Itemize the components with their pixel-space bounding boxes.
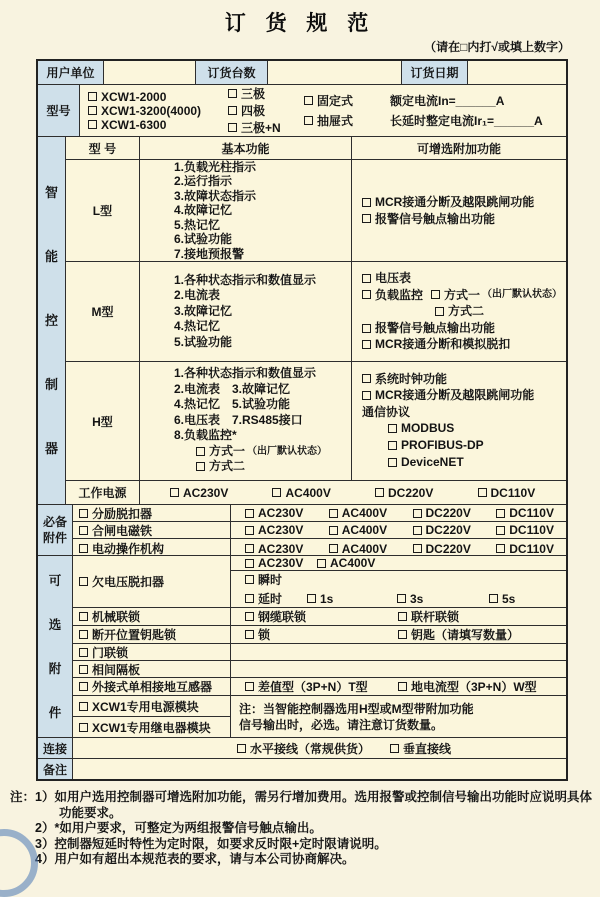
option-motor-dc220v[interactable]: DC220V — [399, 542, 483, 556]
row-earth-ct — [73, 678, 566, 696]
controller-row-H — [66, 362, 566, 481]
option-shunt-dc110v[interactable]: DC110V — [482, 506, 566, 520]
checkbox-icon[interactable] — [79, 702, 88, 711]
L-basic-functions: 1.负载光柱指示 2.运行指示 3.故障状态指示 4.故障记忆 5.热记忆 6.试验功能 7.接地预报警 — [140, 160, 352, 261]
footnote-4: 4）用户如有超出本规范表的要求，请与本公司协商解决。 — [35, 852, 355, 866]
checkbox-icon[interactable] — [245, 612, 254, 621]
mounting-options — [296, 85, 382, 136]
checkbox-icon[interactable] — [329, 526, 338, 535]
door-interlock-empty-cell — [231, 644, 566, 660]
option-uv-delay-3s[interactable]: 3s — [397, 592, 489, 606]
frame-size-options — [80, 85, 220, 136]
controller-table — [66, 137, 566, 504]
checkbox-icon[interactable] — [388, 441, 397, 450]
option-3pole-n[interactable]: 三极+N — [228, 119, 296, 136]
option-power-module[interactable]: XCW1专用电源模块 — [79, 698, 199, 715]
H-extra-functions — [352, 362, 566, 480]
option-ct-earth-current-w[interactable]: 地电流型（3P+N）W型 — [398, 678, 537, 695]
power-supply-options — [140, 481, 566, 504]
checkbox-icon[interactable] — [79, 630, 88, 639]
row-shunt-release — [73, 505, 566, 522]
option-M-voltmeter[interactable]: 电压表 — [362, 270, 411, 286]
remark-label: 备注 — [38, 759, 73, 779]
row-closing-coil — [73, 522, 566, 539]
option-coil-dc220v[interactable]: DC220V — [399, 523, 483, 537]
option-undervoltage-release[interactable]: 欠电压脱扣器 — [79, 573, 164, 590]
option-power-dc110v[interactable]: DC110V — [464, 486, 567, 500]
checkbox-icon[interactable] — [88, 106, 97, 115]
option-open-position-keylock[interactable]: 断开位置钥匙锁 — [79, 626, 176, 643]
row-door-interlock — [73, 644, 566, 661]
checkbox-icon[interactable] — [435, 307, 444, 316]
controller-row-M — [66, 262, 566, 362]
checkbox-icon[interactable] — [170, 488, 179, 497]
module-note: 注：当智能控制器选用H型或M型带附加功能 信号输出时，必选。请注意订货数量。 — [239, 701, 474, 732]
checkbox-icon[interactable] — [79, 509, 88, 518]
option-ct-differential-t[interactable]: 差值型（3P+N）T型 — [245, 678, 398, 695]
checkbox-icon[interactable] — [388, 424, 397, 433]
order-qty-label: 订货台数 — [196, 61, 268, 84]
option-uv-delay[interactable]: 延时 — [245, 590, 307, 607]
checkbox-icon[interactable] — [79, 544, 88, 553]
checkbox-icon[interactable] — [196, 462, 205, 471]
model-options — [80, 85, 566, 136]
option-motor-ac400v[interactable]: AC400V — [315, 542, 399, 556]
checkbox-icon[interactable] — [362, 214, 371, 223]
mode1-default-note: （出厂默认状态） — [482, 288, 562, 300]
remark-row — [38, 759, 566, 779]
option-external-earth-ct[interactable]: 外接式单相接地互感器 — [79, 678, 212, 695]
option-coil-ac230v[interactable]: AC230V — [231, 523, 315, 537]
row-phase-barrier — [73, 661, 566, 678]
option-H-mcr-trip[interactable]: MCR接通分断及越限跳闸功能 — [362, 387, 534, 403]
option-uv-delay-5s[interactable]: 5s — [489, 592, 515, 606]
order-date-label: 订货日期 — [402, 61, 468, 84]
controller-header-row — [66, 137, 566, 160]
row-undervoltage-release — [73, 556, 566, 608]
required-accessories-section — [38, 505, 566, 556]
long-delay-current-field[interactable]: 长延时整定电流Ir₁=______A — [390, 114, 543, 128]
checkbox-icon[interactable] — [307, 594, 316, 603]
option-mechanical-interlock[interactable]: 机械联锁 — [79, 608, 140, 625]
checkbox-icon[interactable] — [398, 630, 407, 639]
checkbox-icon[interactable] — [496, 509, 505, 518]
order-form-page — [0, 7, 600, 866]
checkbox-icon[interactable] — [397, 594, 406, 603]
checkbox-icon[interactable] — [228, 123, 237, 132]
checkbox-icon[interactable] — [390, 744, 399, 753]
option-shunt-release[interactable]: 分励脱扣器 — [79, 505, 152, 522]
checkbox-icon[interactable] — [329, 544, 338, 553]
model-row — [38, 85, 566, 137]
phase-barrier-empty-cell — [231, 661, 566, 677]
option-xcw1-6300[interactable]: XCW1-6300 — [88, 118, 220, 132]
option-L-alarm-output[interactable]: 报警信号触点输出功能 — [362, 211, 495, 227]
option-closing-coil[interactable]: 合闸电磁铁 — [79, 522, 152, 539]
option-shunt-ac230v[interactable]: AC230V — [231, 506, 315, 520]
checkbox-icon[interactable] — [362, 274, 371, 283]
page-title: 订 货 规 范 — [224, 12, 376, 35]
info-row — [38, 61, 566, 85]
checkbox-icon[interactable] — [413, 526, 422, 535]
option-relay-module[interactable]: XCW1专用继电器模块 — [79, 719, 211, 736]
checkbox-icon[interactable] — [245, 526, 254, 535]
option-devicenet[interactable]: DeviceNET — [388, 454, 464, 470]
checkbox-icon[interactable] — [237, 744, 246, 753]
M-extra-functions — [352, 262, 566, 361]
option-L-mcr-trip[interactable]: MCR接通分断及越限跳闸功能 — [362, 194, 534, 210]
option-M-load-monitor[interactable]: 负载监控 — [362, 287, 423, 303]
footnote-2: 2）*如用户要求，可整定为两组报警信号触点输出。 — [35, 821, 322, 835]
checkbox-icon[interactable] — [79, 577, 88, 586]
checkbox-icon[interactable] — [496, 544, 505, 553]
option-3pole[interactable]: 三极 — [228, 85, 296, 102]
col-header-model: 型 号 — [66, 137, 140, 159]
option-lock[interactable]: 锁 — [245, 626, 398, 643]
comm-protocol-title: 通信协议 — [361, 404, 410, 419]
option-motor-ac230v[interactable]: AC230V — [231, 542, 315, 556]
order-date-input[interactable] — [468, 61, 566, 84]
checkbox-icon[interactable] — [245, 509, 254, 518]
checkbox-icon[interactable] — [375, 488, 384, 497]
option-xcw1-3200[interactable]: XCW1-3200(4000) — [88, 104, 220, 118]
col-header-extra: 可增选附加功能 — [416, 141, 501, 156]
option-vertical-connection[interactable]: 垂直接线 — [390, 740, 451, 757]
checkbox-icon[interactable] — [79, 682, 88, 691]
option-M-mcr[interactable]: MCR接通分断和模拟脱扣 — [362, 336, 510, 352]
option-key-qty[interactable]: 钥匙（请填写数量） — [398, 626, 519, 643]
model-M-label: M型 — [66, 262, 140, 361]
option-M-mode1[interactable]: 方式一 — [431, 287, 480, 303]
model-H-label: H型 — [66, 362, 140, 480]
checkbox-icon[interactable] — [413, 509, 422, 518]
checkbox-icon[interactable] — [304, 116, 313, 125]
checkbox-icon[interactable] — [362, 374, 371, 383]
option-fixed[interactable]: 固定式 — [304, 92, 382, 109]
option-modbus[interactable]: MODBUS — [388, 420, 454, 436]
checkbox-icon[interactable] — [245, 544, 254, 553]
checkbox-icon[interactable] — [79, 612, 88, 621]
footnotes — [10, 790, 592, 868]
current-fields — [382, 85, 566, 136]
option-horizontal-connection[interactable]: 水平接线（常规供货） — [237, 740, 390, 757]
M-basic-functions: 1.各种状态指示和数值显示 2.电流表 3.故障记忆 4.热记忆 5.试验功能 — [140, 262, 352, 361]
controller-row-L — [66, 160, 566, 262]
connection-row — [38, 738, 566, 759]
option-H-mode2[interactable]: 方式二 — [196, 459, 245, 474]
checkbox-icon[interactable] — [228, 89, 237, 98]
checkbox-icon[interactable] — [79, 526, 88, 535]
option-motor-operator[interactable]: 电动操作机构 — [79, 540, 164, 557]
checkbox-icon[interactable] — [245, 575, 254, 584]
row-key-lock — [73, 626, 566, 644]
checkbox-icon[interactable] — [317, 559, 326, 568]
checkbox-icon[interactable] — [362, 290, 371, 299]
footnote-1: 1）如用户选用控制器可增选附加功能，需另行增加费用。选用报警或控制信号输出功能时应说明具体功能要求。 — [35, 790, 592, 820]
mode1-default-note: （出厂默认状态） — [246, 445, 327, 457]
option-profibus-dp[interactable]: PROFIBUS-DP — [388, 437, 484, 453]
checkbox-icon[interactable] — [431, 290, 440, 299]
option-door-interlock[interactable]: 门联锁 — [79, 644, 128, 661]
subtitle-note: （请在□内打√或填上数字） — [424, 40, 570, 54]
checkbox-icon[interactable] — [245, 630, 254, 639]
power-supply-label: 工作电源 — [66, 481, 140, 504]
controller-section — [38, 137, 566, 505]
option-uv-instant[interactable]: 瞬时 — [245, 571, 282, 588]
checkbox-icon[interactable] — [496, 526, 505, 535]
option-H-mode1[interactable]: 方式一 — [196, 444, 245, 459]
checkbox-icon[interactable] — [79, 723, 88, 732]
option-shunt-ac400v[interactable]: AC400V — [315, 506, 399, 520]
optional-accessories-section — [38, 556, 566, 738]
checkbox-icon[interactable] — [79, 665, 88, 674]
checkbox-icon[interactable] — [388, 458, 397, 467]
checkbox-icon[interactable] — [398, 612, 407, 621]
checkbox-icon[interactable] — [245, 682, 254, 691]
optional-side-label: 可选附件 — [38, 556, 73, 737]
option-M-mode2[interactable]: 方式二 — [435, 303, 484, 319]
option-H-clock[interactable]: 系统时钟功能 — [362, 371, 447, 387]
option-power-ac400v[interactable]: AC400V — [258, 486, 361, 500]
checkbox-icon[interactable] — [304, 96, 313, 105]
option-coil-ac400v[interactable]: AC400V — [315, 523, 399, 537]
model-section-label: 型号 — [38, 85, 80, 136]
row-modules — [73, 696, 566, 737]
checkbox-icon[interactable] — [398, 682, 407, 691]
checkbox-icon[interactable] — [79, 648, 88, 657]
remark-input[interactable] — [73, 759, 566, 779]
order-table — [36, 59, 568, 781]
checkbox-icon[interactable] — [362, 324, 371, 333]
checkbox-icon[interactable] — [362, 198, 371, 207]
checkbox-icon[interactable] — [245, 559, 254, 568]
footnote-3: 3）控制器短延时特性为定时限，如要求反时限+定时限请说明。 — [35, 836, 387, 851]
pole-options — [220, 85, 296, 136]
H-basic-functions: 1.各种状态指示和数值显示 2.电流表 3.故障记忆 4.热记忆 5.试验功能 6.电压表 7.RS485接口 8.负载监控* 方式一 （出厂默认状态） 方式二 — [140, 362, 352, 480]
checkbox-icon[interactable] — [362, 391, 371, 400]
rated-current-field[interactable]: 额定电流In=______A — [390, 94, 505, 108]
checkbox-icon[interactable] — [245, 594, 254, 603]
option-cable-interlock[interactable]: 钢缆联锁 — [245, 608, 398, 625]
checkbox-icon[interactable] — [228, 106, 237, 115]
option-xcw1-2000[interactable]: XCW1-2000 — [88, 90, 220, 104]
L-extra-functions — [352, 160, 566, 261]
required-side-label: 必备 附件 — [38, 505, 73, 555]
checkbox-icon[interactable] — [272, 488, 281, 497]
model-L-label: L型 — [66, 160, 140, 261]
option-uv-ac400v[interactable]: AC400V — [315, 556, 399, 570]
checkbox-icon[interactable] — [478, 488, 487, 497]
checkbox-icon[interactable] — [88, 120, 97, 129]
option-phase-barrier[interactable]: 相间隔板 — [79, 661, 140, 678]
option-4pole[interactable]: 四极 — [228, 102, 296, 119]
option-M-alarm-output[interactable]: 报警信号触点输出功能 — [362, 320, 495, 336]
checkbox-icon[interactable] — [362, 340, 371, 349]
order-qty-input[interactable] — [268, 61, 402, 84]
controller-side-label: 智能控制器 — [38, 137, 66, 504]
option-power-dc220v[interactable]: DC220V — [361, 486, 464, 500]
option-coil-dc110v[interactable]: DC110V — [482, 523, 566, 537]
row-mechanical-interlock — [73, 608, 566, 626]
footnote-prefix: 注： — [10, 790, 36, 804]
option-uv-delay-1s[interactable]: 1s — [307, 592, 397, 606]
checkbox-icon[interactable] — [196, 447, 205, 456]
checkbox-icon[interactable] — [413, 544, 422, 553]
option-motor-dc110v[interactable]: DC110V — [482, 542, 566, 556]
checkbox-icon[interactable] — [489, 594, 498, 603]
option-power-ac230v[interactable]: AC230V — [156, 486, 259, 500]
checkbox-icon[interactable] — [329, 509, 338, 518]
option-shunt-dc220v[interactable]: DC220V — [399, 506, 483, 520]
option-drawout[interactable]: 抽屉式 — [304, 112, 382, 129]
checkbox-icon[interactable] — [88, 92, 97, 101]
user-unit-input[interactable] — [104, 61, 196, 84]
col-header-basic: 基本功能 — [140, 137, 352, 159]
connection-label: 连接 — [38, 738, 73, 758]
option-rod-interlock[interactable]: 联杆联锁 — [398, 608, 459, 625]
user-unit-label: 用户单位 — [38, 61, 104, 84]
option-uv-ac230v[interactable]: AC230V — [231, 556, 315, 570]
power-supply-row — [66, 481, 566, 504]
